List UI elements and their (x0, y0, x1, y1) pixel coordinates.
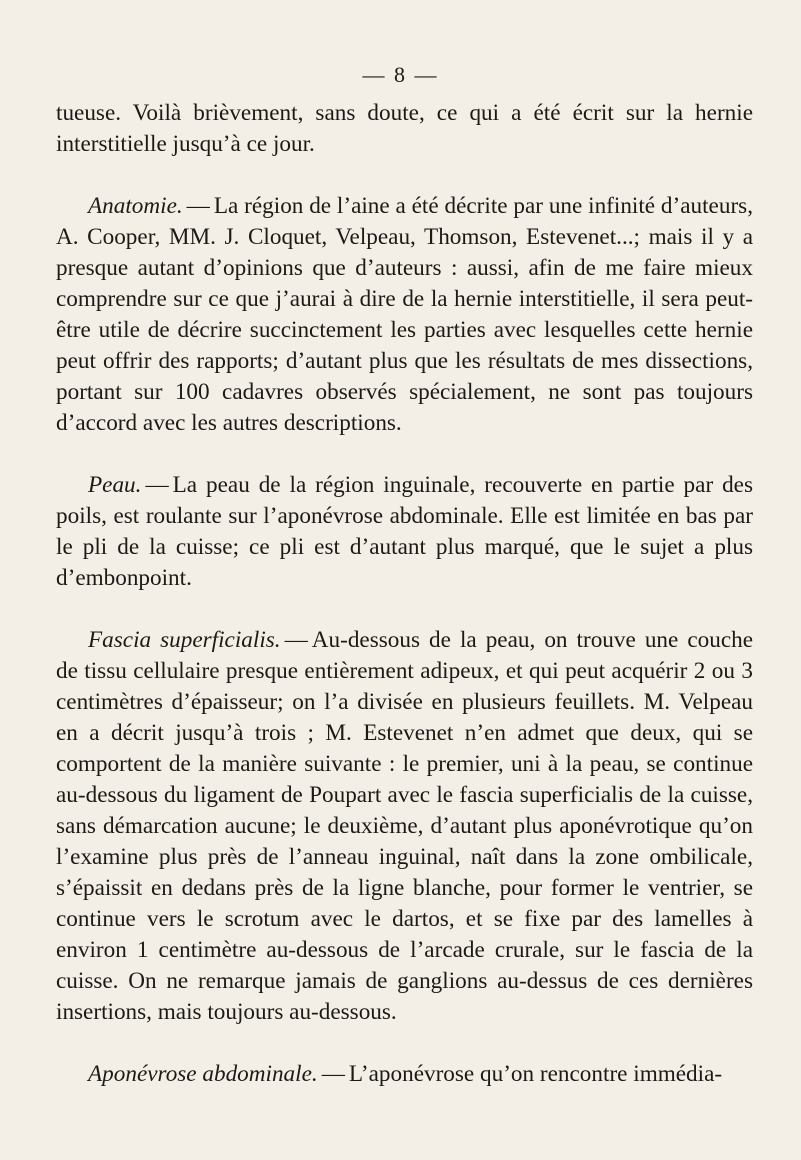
paragraph-text: Au-dessous de la peau, on trouve une couche de tissu cellulaire presque entièrement adipeux, et qui peut acquérir 2 ou 3 centimètres d’épaisseur; on l’a divisée en plusieurs feuillets. M. Velpeau en a décrit jusqu’à trois ; M. Estevenet n’en admet que deux, qui se comportent de la manière suivante : le premier, uni à la peau, se continue au-dessous du ligament de Poupart avec le fascia superficialis de la cuisse, sans démarcation aucune; le deuxième, d’autant plus aponévrotique qu’on l’examine plus près de l’anneau inguinal, naît dans la zone ombilicale, s’épaissit en dedans près de la ligne blanche, pour former le ventrier, se continue vers le scrotum avec le dartos, et se fixe par des lamelles à environ 1 centimètre au-dessous de l’arcade crurale, sur le fascia de la cuisse. On ne remarque jamais de ganglions au-dessus de ces dernières insertions, mais toujours au-dessous. (56, 627, 753, 1025)
paragraph-anatomie (56, 191, 753, 439)
body-text (56, 98, 753, 1090)
heading-dash: — (284, 627, 308, 653)
section-heading-aponevrose: Aponévrose abdominale. (88, 1061, 318, 1087)
heading-dash: — (145, 472, 169, 498)
paragraph-fascia (56, 625, 753, 1028)
page-number: — 8 — (362, 62, 439, 87)
paragraph-text: La peau de la région inguinale, recouverte en partie par des poils, est roulante sur l’aponévrose abdominale. Elle est limitée en bas par le pli de la cuisse; ce pli est d’autant plus marqué, que le sujet a plus d’embonpoint. (56, 472, 753, 591)
paragraph-continuation (56, 98, 753, 160)
section-heading-fascia: Fascia superficialis. (88, 627, 281, 653)
paragraph-text: L’aponévrose qu’on rencontre immédia- (348, 1061, 723, 1087)
paragraph-text: La région de l’aine a été décrite par une infinité d’auteurs, A. Cooper, MM. J. Cloquet, Velpeau, Thomson, Estevenet...; mais il y a presque autant d’opinions que d’auteurs : aussi, afin de me faire mieux comprendre sur ce que j’aurai à dire de la hernie interstitielle, il sera peut-être utile de décrire succinctement les parties avec lesquelles cette hernie peut offrir des rapports; d’autant plus que les résultats de mes dissections, portant sur 100 cadavres observés spécialement, ne sont pas toujours d’accord avec les autres descriptions. (56, 193, 753, 436)
section-heading-peau: Peau. (88, 472, 142, 498)
heading-dash: — (321, 1061, 345, 1087)
section-heading-anatomie: Anatomie. (88, 193, 183, 219)
paragraph-text: tueuse. Voilà brièvement, sans doute, ce qui a été écrit sur la hernie interstitielle jusqu’à ce jour. (56, 100, 753, 157)
paragraph-peau (56, 470, 753, 594)
heading-dash: — (186, 193, 210, 219)
paragraph-aponevrose (56, 1059, 753, 1090)
